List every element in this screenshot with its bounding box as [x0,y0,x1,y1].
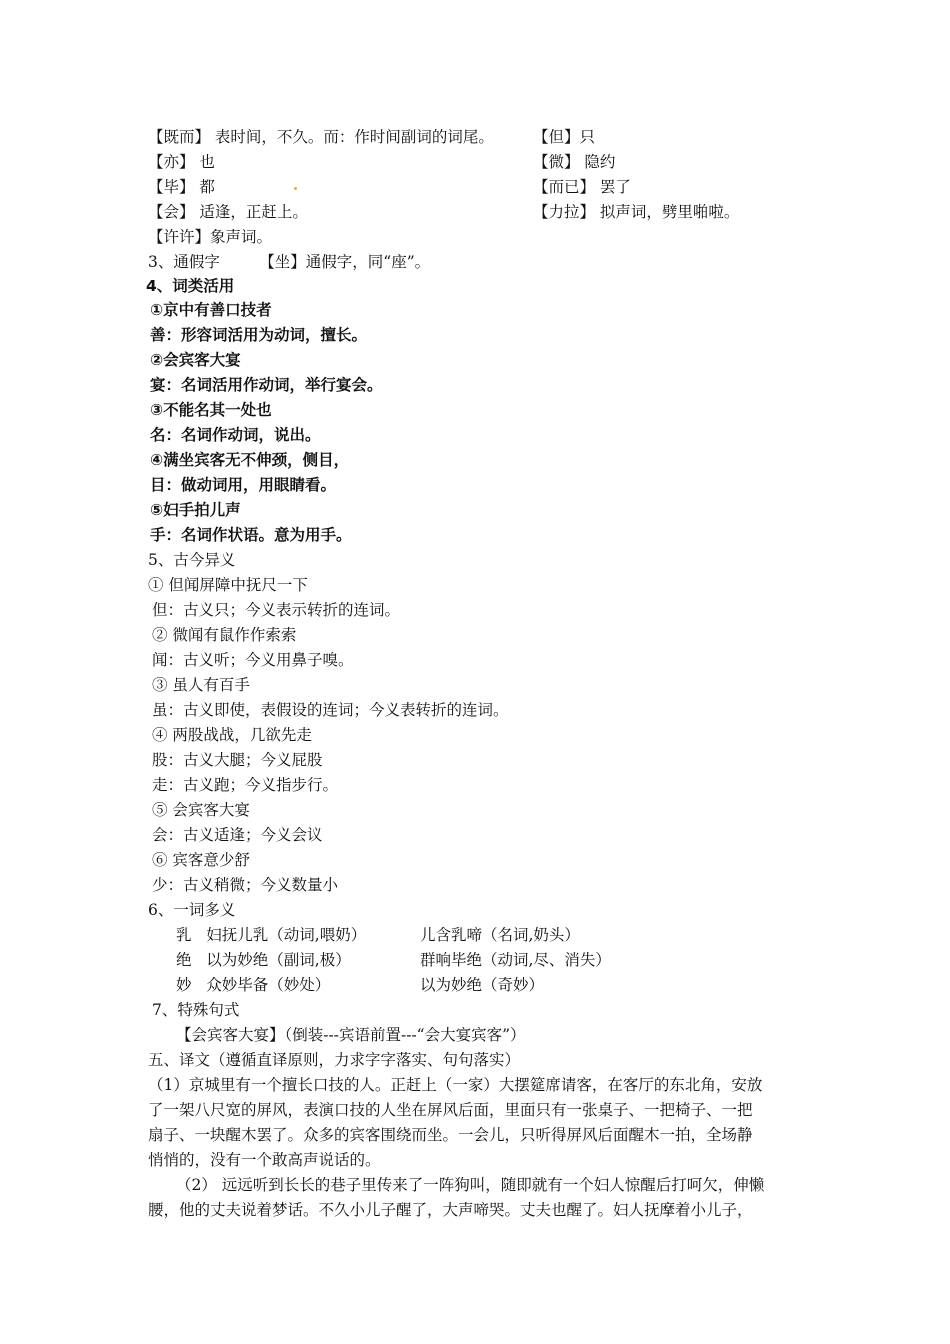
glossary-entry-lila: 【力拉】 拟声词，劈里啪啦。 [533,203,740,221]
glossary-entry-dan: 【但】只 [533,128,596,146]
translation-p2-line-1: （2） 远远听到长长的巷子里传来了一阵狗叫，随即就有一个妇人惊醒后打呵欠，伸懒 [176,1176,765,1194]
s6-row-3-right: 以为妙绝（奇妙） [420,976,545,994]
s6-row-1-left: 乳 妇抚儿乳（动词,喂奶） [176,926,367,944]
s5-line-11: 会：古义适逢；今义会议 [152,826,323,844]
glossary-entry-bi: 【毕】 都 [148,178,215,196]
s6-row-3-left: 妙 众妙毕备（妙处） [176,976,331,994]
s4-line-3: ②会宾客大宴 [150,351,241,369]
s6-row-2-right: 群响毕绝（动词,尽、消失） [420,951,611,969]
glossary-entry-wei: 【微】 隐约 [533,153,616,171]
s7-line: 【会宾客大宴】（倒装---宾语前置---“会大宴宾客”） [176,1026,526,1044]
s5-line-2: 但：古义只；今义表示转折的连词。 [152,601,401,619]
section-7-heading: 7、特殊句式 [152,1001,240,1019]
section-5-heading: 5、古今异义 [148,551,236,569]
glossary-entry-eryi: 【而已】 罢了 [533,178,631,196]
s5-line-6: 虽：古义即使，表假设的连词；今义表转折的连词。 [152,701,509,719]
translation-p2-line-2: 腰，他的丈夫说着梦话。不久小儿子醒了，大声啼哭。丈夫也醒了。妇人抚摩着小儿子， [148,1201,753,1219]
s4-line-4: 宴：名词活用作动词，举行宴会。 [150,376,383,394]
s4-line-10: 手：名词作状语。意为用手。 [150,526,352,544]
glossary-entry-yi: 【亦】 也 [148,153,215,171]
s5-line-10: ⑤ 会宾客大宴 [152,801,250,819]
section-3-tongjiazi: 3、通假字 【坐】通假字，同“座”。 [148,253,431,271]
s5-line-1: ① 但闻屏障中抚尺一下 [148,576,308,594]
translation-p1-line-4: 悄悄的，没有一个敢高声说话的。 [148,1151,381,1169]
s5-line-7: ④ 两股战战，几欲先走 [152,726,312,744]
s4-line-6: 名：名词作动词，说出。 [150,426,321,444]
s5-line-3: ② 微闻有鼠作作索索 [152,626,297,644]
section-4-heading: 4、词类活用 [146,277,235,295]
s5-line-13: 少：古义稍微；今义数量小 [152,876,339,894]
s5-line-5: ③ 虽人有百手 [152,676,250,694]
section-6-heading: 6、一词多义 [148,901,236,919]
s6-row-1-right: 儿含乳啼（名词,奶头） [420,926,580,944]
s4-line-5: ③不能名其一处也 [150,401,272,419]
s5-line-9: 走：古义跑；今义指步行。 [152,776,339,794]
glossary-entry-xuxu: 【许许】象声词。 [148,228,273,246]
s4-line-8: 目：做动词用，用眼睛看。 [150,476,337,494]
s4-line-9: ⑤妇手拍儿声 [150,501,241,519]
s5-line-8: 股：古义大腿；今义屁股 [152,751,323,769]
s4-line-2: 善：形容词活用为动词，擅长。 [150,326,368,344]
translation-p1-line-2: 了一架八尺宽的屏风，表演口技的人坐在屏风后面，里面只有一张桌子、一把椅子、一把 [148,1101,753,1119]
s5-line-12: ⑥ 宾客意少舒 [152,851,250,869]
yellow-dot-mark [294,187,297,190]
s4-line-1: ①京中有善口技者 [150,301,272,319]
translation-p1-line-1: （1）京城里有一个擅长口技的人。正赶上（一家）大摆筵席请客，在客厅的东北角，安放 [148,1076,763,1094]
glossary-entry-hui: 【会】 适逢，正赶上。 [148,203,308,221]
translation-p1-line-3: 扇子、一块醒木罢了。众多的宾客围绕而坐。一会儿，只听得屏风后面醒木一拍，全场静 [148,1126,753,1144]
section-five-heading: 五、译文（遵循直译原则，力求字字落实、句句落实） [148,1051,521,1069]
s4-line-7: ④满坐宾客无不伸颈，侧目， [150,451,350,469]
glossary-entry-jier: 【既而】 表时间，不久。而：作时间副词的词尾。 [148,128,494,146]
s5-line-4: 闻：古义听；今义用鼻子嗅。 [152,651,354,669]
s6-row-2-left: 绝 以为妙绝（副词,极） [176,951,351,969]
